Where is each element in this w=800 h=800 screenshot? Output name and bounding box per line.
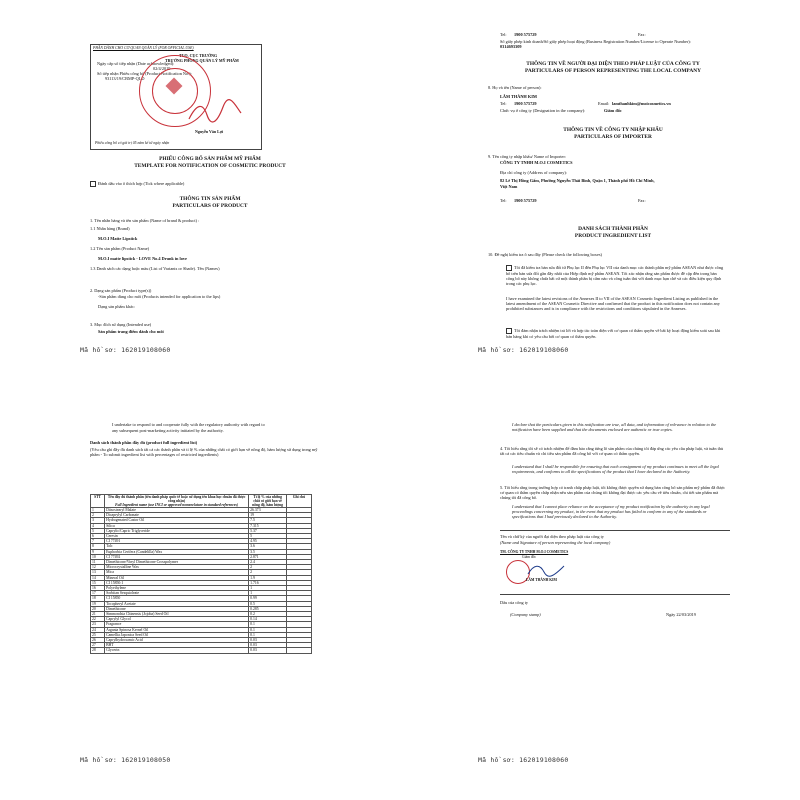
item-5-en: I understand that I cannot place reliance on the acceptance of my product notification by the authority in any legal proceedings concerning my product, in the event that my product has failed to conform to any of the standards or specifications that I had previously declared to the Authority. xyxy=(512,504,710,520)
section-title-vi: THÔNG TIN SẢN PHẨM xyxy=(179,196,241,202)
intro-line-2: any subsequent post-marketing activity initiated by the authority. xyxy=(112,428,224,433)
divider xyxy=(500,530,730,531)
ingredient-title-vi: DANH SÁCH THÀNH PHẦN xyxy=(578,226,648,232)
row-number: 18 xyxy=(91,596,105,601)
reg-label: Số giấy phép kinh doanh/Số giấy phép hoạt động (Business Registration Number/License to Operate Number): xyxy=(500,39,691,44)
ingredient-percentage: 26.373 xyxy=(249,508,287,513)
product-name-value: M.O.I matte lipstick - LOVE No.4 Drunk in love xyxy=(98,256,187,261)
importer-title-en: PARTICULARS OF IMPORTER xyxy=(574,134,652,140)
row-number: 14 xyxy=(91,575,105,580)
row-number: 12 xyxy=(91,565,105,570)
declaration-en: I declare that the particulars given in this notification are true, all data, and information of relevance in relation to the notification have been supplied and that the documents enclosed are authentic or true copies. xyxy=(512,422,717,433)
page-footer-2: Mã hồ sơ: 162019108060 xyxy=(478,346,569,354)
item-2-b: Dạng sản phẩm khác: xyxy=(98,304,136,309)
row-number: 17 xyxy=(91,591,105,596)
tick-note: Đánh dấu vào ô thích hợp (Tick where applicable) xyxy=(90,181,184,187)
ingredient-name: Euphorbia Cerifera (Candelilla) Wax xyxy=(105,549,249,554)
rep-tel: 1900 575729 xyxy=(514,101,537,106)
ingredient-name: Caprylic/Capric Triglyceride xyxy=(105,528,249,533)
col-stt: STT xyxy=(91,495,105,508)
ingredient-name: Argania Spinosa Kernel Oil xyxy=(105,627,249,632)
col-percentage: Tỉ lệ % của những chất có giới hạn về nồng độ, hàm lượng xyxy=(249,495,287,508)
signer-name: Nguyễn Văn Lợi xyxy=(195,129,224,134)
item-8: 8. Họ và tên (Name of person): xyxy=(488,85,542,90)
col-ingredient-name: Tên đầy đủ thành phần (tên danh pháp quốc tế hoặc sử dụng tên khoa học chuẩn đã được công nhận) Full Ingredient name (use INCI or approved nomenclature in standard references) xyxy=(105,495,249,508)
item-1-3: 1.3 Danh sách các dạng hoặc màu (List of Variants or Shade). Tên (Names) xyxy=(90,266,220,271)
item-4-vi: 4. Tôi hiểu rằng tôi sẽ có trách nhiệm để đảm bảo rằng từng lô sản phẩm của chúng tôi đáp ứng các yêu cầu pháp luật, và tuân thủ tất cả các tiêu chuẩn và chi tiêu sản phẩm đã công bố với cơ quan có thẩm quyền. xyxy=(500,446,724,457)
seal-label-vi: Dấu của công ty xyxy=(500,600,529,605)
position-value: Giám đốc xyxy=(604,108,622,113)
ingredient-percentage: 0.2 xyxy=(249,612,287,617)
notif-no-label: Số tiếp nhận Phiếu công bố (Product Notification No.): xyxy=(97,71,192,76)
ingredient-name: Mineral Oil xyxy=(105,575,249,580)
ingredient-percentage: 0.1 xyxy=(249,622,287,627)
ingredient-percentage: 1 xyxy=(249,591,287,596)
tel-label-rep: Tel: xyxy=(500,101,507,106)
fax-label-imp: Fax: xyxy=(638,198,646,203)
document-date: Ngày 22/03/2019 xyxy=(666,612,696,617)
ingredient-name: CI 15850:1 xyxy=(105,580,249,585)
ingredient-name: Fragrance xyxy=(105,622,249,627)
row-number: 27 xyxy=(91,643,105,648)
validity-note: Phiếu công bố có giá trị 05 năm kể từ ngày nhận xyxy=(95,141,170,145)
row-number: 3 xyxy=(91,518,105,523)
section-title-en: PARTICULARS OF PRODUCT xyxy=(172,203,248,209)
item-1-2: 1.2 Tên sản phẩm (Product Name) xyxy=(90,246,150,251)
row-number: 20 xyxy=(91,606,105,611)
official-use-header: PHẦN DÀNH CHO CƠ QUAN QUẢN LÝ (FOR OFFICIAL USE) xyxy=(93,46,194,50)
item-5-vi: 5. Tôi hiểu rằng trong trường hợp có tranh chấp pháp luật, tôi không được quyền sử dụng bản công bố sản phẩm mỹ phẩm đã được cơ quan có thẩm quyền chấp nhận nếu sản phẩm của chúng tôi không đạt được các yêu cầu về tiêu chuẩn, chi tiết sản phẩm mà chúng tôi đã công bố. xyxy=(500,485,726,501)
email-label: Email: xyxy=(598,101,610,106)
item-1-1: 1.1 Nhãn hàng (Brand) xyxy=(90,226,130,231)
ingredient-percentage: 1.9 xyxy=(249,575,287,580)
ingredient-title-en: PRODUCT INGREDIENT LIST xyxy=(574,233,652,239)
brand-value: M.O.I Matte Lipstick xyxy=(98,236,138,241)
row-number: 9 xyxy=(91,549,105,554)
row-number: 23 xyxy=(91,622,105,627)
stamp-company: TM. CÔNG TY TNHH M.O.I COSMETICS xyxy=(500,550,569,554)
ingredient-percentage: 0.03 xyxy=(249,643,287,648)
tel-label-imp: Tel: xyxy=(500,198,507,203)
ingredient-percentage: 7.315 xyxy=(249,523,287,528)
ingredient-percentage: 2.4 xyxy=(249,560,287,565)
item-2-a: -Sản phẩm dùng cho môi (Products intended for application to the lips) xyxy=(98,294,221,299)
ingredient-name: Sorbitan Sesquioleate xyxy=(105,591,249,596)
stamp-name: LÂM THÀNH KIM xyxy=(526,578,557,582)
row-number: 2 xyxy=(91,513,105,518)
address-line-1: 82 Lê Thị Hồng Gấm, Phường Nguyễn Thái Bình, Quận 1, Thành phố Hồ Chí Minh, xyxy=(500,178,655,183)
check-1-vi: Tôi đã kiểm tra bản sửa đổi từ Phụ lục II đến Phụ lục VII của danh mục các thành phần mỹ phẩm ASEAN như được công bố trên bản sửa đổi gần đây nhất của Hiệp định mỹ phẩm ASEAN. Tôi xác nhận rằng sản phẩm được đề cập đến trong bản công bố này không chứa bất cứ một thành phần bị cấm nào và công tuân thủ với danh mục hạn chế và các điều kiện quy định trong các phụ lục. xyxy=(506,265,724,287)
ingredient-name: Silica xyxy=(105,523,249,528)
table-row xyxy=(91,648,312,653)
address-label: Địa chỉ công ty (Address of company): xyxy=(500,170,568,175)
page-footer-4: Mã hồ sơ: 162019108060 xyxy=(478,756,569,764)
divider xyxy=(500,594,730,595)
title-vi: PHIẾU CÔNG BỐ SẢN PHẨM MỸ PHẨM xyxy=(159,156,261,162)
check-1-en: I have examined the latest revisions of the Annexes II to VII of the ASEAN Cosmetic Ingredient Listing as published in the latest amendment of the ASEAN Cosmetic Directive and confirmed that the product in this notification does not contain any prohibited substances and is in compliance with the restrictions and conditions stipulated in the Annexes. xyxy=(506,296,720,312)
ingredient-percentage: 0.1 xyxy=(249,632,287,637)
ingredient-name: Simmondsia Chinensis (Jojoba) Seed Oil xyxy=(105,612,249,617)
tel-label-top: Tel: xyxy=(500,32,507,37)
row-number: 24 xyxy=(91,627,105,632)
row-number: 22 xyxy=(91,617,105,622)
ingredient-percentage: 1.716 xyxy=(249,580,287,585)
title-en: TEMPLATE FOR NOTIFICATION OF COSMETIC PRODUCT xyxy=(134,163,286,169)
ingredient-percentage: 0.5 xyxy=(249,601,287,606)
row-number: 25 xyxy=(91,632,105,637)
ingredient-name: CI 77491 xyxy=(105,539,249,544)
ingredient-name: Mica xyxy=(105,570,249,575)
ingredient-name: Camellia Japonica Seed Oil xyxy=(105,632,249,637)
page-footer-1: Mã hồ sơ: 162019108060 xyxy=(80,346,171,354)
intended-use-value: Sản phẩm trang điểm dành cho môi xyxy=(98,329,164,334)
row-number: 13 xyxy=(91,570,105,575)
ingredient-percentage: 0.03 xyxy=(249,638,287,643)
notif-no: 93113/19/CBMP-QLD xyxy=(105,76,145,81)
item-2: 2. Dạng sản phẩm (Product type(s)) xyxy=(90,288,152,293)
row-number: 1 xyxy=(91,508,105,513)
ingredient-percentage: 0.14 xyxy=(249,617,287,622)
rep-title-en: PARTICULARS OF PERSON REPRESENTING THE LOCAL COMPANY xyxy=(524,68,702,74)
item-10: 10. Đề nghị kiểm tra ô sau đây (Please check the following boxes) xyxy=(488,252,602,257)
address-line-2: Việt Nam xyxy=(500,184,518,189)
signature-icon xyxy=(526,562,566,578)
signature-label-vi: Tên và chữ ký của người đại diện theo pháp luật của công ty xyxy=(500,534,604,539)
rep-name: LÂM THÀNH KIM xyxy=(500,94,537,99)
row-number: 16 xyxy=(91,586,105,591)
ingredient-percentage: 0.99 xyxy=(249,596,287,601)
ingredient-name: Microcrystalline Wax xyxy=(105,565,249,570)
ingredient-name: Caprylyl Glycol xyxy=(105,617,249,622)
tel-top: 1900 575729 xyxy=(514,32,537,37)
company-stamp-block xyxy=(500,550,590,590)
ingredient-percentage: 7.5 xyxy=(249,518,287,523)
rep-title-vi: THÔNG TIN VỀ NGƯỜI ĐẠI DIỆN THEO PHÁP LUẬT CỦA CÔNG TY xyxy=(526,61,700,67)
ingredient-name: Hydrogenated Castor Oil xyxy=(105,518,249,523)
ingredient-name: Caprylhydroxamic Acid xyxy=(105,638,249,643)
reg-no: 0314693309 xyxy=(500,44,522,49)
ingredient-name: Dimethicone xyxy=(105,606,249,611)
ingredient-percentage: 3.6 xyxy=(249,544,287,549)
ingredient-name: CI 15850 xyxy=(105,596,249,601)
ingredient-note xyxy=(287,648,312,653)
ingredient-percentage: 4.95 xyxy=(249,539,287,544)
ingredient-list-note: (Yêu cầu ghi đầy đủ danh sách tất cả các thành phần và tỉ lệ % của những chất có giới hạn về nồng độ, hàm lượng sử dụng trong mỹ phẩm - To submit ingredient list with percentages of restricted ingredients) xyxy=(90,447,318,458)
page-footer-3: Mã hồ sơ: 162019108050 xyxy=(80,756,171,764)
ingredient-name: Talc xyxy=(105,544,249,549)
intro-line-1: I undertake to respond to and cooperate fully with the regulatory authority with regard to xyxy=(112,422,265,427)
check-2-vi: Tôi đảm nhận trách nhiệm trả lời và hợp tác toàn diện với cơ quan có thẩm quyền về bất kỳ hoạt động kiểm soát sau khi bán hàng khi có yêu cầu bởi cơ quan có thẩm quyền. xyxy=(506,328,721,340)
ack-date: 02/4/2019 xyxy=(153,66,171,71)
fax-label-top: Fax: xyxy=(638,32,646,37)
signature-icon xyxy=(187,99,243,125)
signature-label-en: (Name and Signature of person representing the local company) xyxy=(500,540,611,545)
row-number: 26 xyxy=(91,638,105,643)
importer-tel: 1900 575729 xyxy=(514,198,537,203)
official-title-1: TUQ. CỤC TRƯỞNG xyxy=(179,53,218,58)
table-header-row xyxy=(91,495,312,508)
ingredient-percentage: 0.285 xyxy=(249,606,287,611)
ingredient-name: BHT xyxy=(105,643,249,648)
ingredient-percentage: 2.871 xyxy=(249,554,287,559)
row-number: 5 xyxy=(91,528,105,533)
ingredient-name: Tocopheryl Acetate xyxy=(105,601,249,606)
importer-title-vi: THÔNG TIN VỀ CÔNG TY NHẬP KHẨU xyxy=(563,127,663,133)
checkbox-icon xyxy=(90,181,96,187)
item-3: 3. Mục đích sử dụng (Intended use) xyxy=(90,322,152,327)
position-label: Chức vụ ở công ty (Designation in the company): xyxy=(500,108,586,113)
row-number: 21 xyxy=(91,612,105,617)
ingredient-percentage: 19 xyxy=(249,513,287,518)
ingredient-percentage: 0.1 xyxy=(249,627,287,632)
row-number: 7 xyxy=(91,539,105,544)
ingredient-percentage: 5.37 xyxy=(249,528,287,533)
ack-date-label: Ngày cấp số tiếp nhận (Date acknowledged): xyxy=(97,61,175,66)
email-value: lamthanhkim@moicosmetics.vn xyxy=(612,101,671,106)
ingredient-name: Glycerin xyxy=(105,648,249,653)
ingredient-name: Diisostearyl Malate xyxy=(105,508,249,513)
ingredient-name: Ceresin xyxy=(105,534,249,539)
row-number: 19 xyxy=(91,601,105,606)
col-note: Ghi chú xyxy=(287,495,312,508)
ingredient-percentage: 3.5 xyxy=(249,549,287,554)
row-number: 10 xyxy=(91,554,105,559)
ingredient-percentage: 2 xyxy=(249,570,287,575)
ingredient-percentage: 1 xyxy=(249,586,287,591)
document-page-3 xyxy=(80,420,340,770)
row-number: 11 xyxy=(91,560,105,565)
official-title-2: TRƯỞNG PHÒNG QUẢN LÝ MỸ PHẨM xyxy=(165,58,239,63)
row-number: 4 xyxy=(91,523,105,528)
stamp-role: Giám đốc xyxy=(522,555,537,559)
importer-name: CÔNG TY TNHH M.O.I COSMETICS xyxy=(500,160,573,165)
item-4-en: I understand that I shall be responsible for ensuring that each consignment of my product continues to meet all the legal requirements, and conforms to all the specifications of the product that I have declared to the Authority. xyxy=(512,464,719,475)
ingredient-percentage: 0.03 xyxy=(249,648,287,653)
ingredient-name: CI 77492 xyxy=(105,554,249,559)
row-number: 28 xyxy=(91,648,105,653)
row-number: 15 xyxy=(91,580,105,585)
row-number: 8 xyxy=(91,544,105,549)
ingredient-table xyxy=(90,494,312,654)
document-page-1 xyxy=(80,30,340,360)
item-1: 1. Tên nhãn hàng và tên sản phẩm (Name of brand & product) : xyxy=(90,218,200,223)
ingredient-name: Polyethylene xyxy=(105,586,249,591)
ingredient-percentage: 5 xyxy=(249,534,287,539)
row-number: 6 xyxy=(91,534,105,539)
document-page-4 xyxy=(478,420,748,770)
item-9: 9. Tên công ty nhập khẩu/ Name of Importer: xyxy=(488,154,567,159)
ingredient-name: Dicaprylyl Carbonate xyxy=(105,513,249,518)
official-use-box xyxy=(90,44,262,150)
ingredient-name: Dimethicone/Vinyl Dimethicone Crosspolymer xyxy=(105,560,249,565)
document-page-2 xyxy=(478,30,748,360)
seal-label-en: (Company stamp) xyxy=(510,612,541,617)
ingredient-percentage: 2 xyxy=(249,565,287,570)
ingredient-list-title: Danh sách thành phần đầy đủ (product full ingredient list) xyxy=(90,440,198,445)
